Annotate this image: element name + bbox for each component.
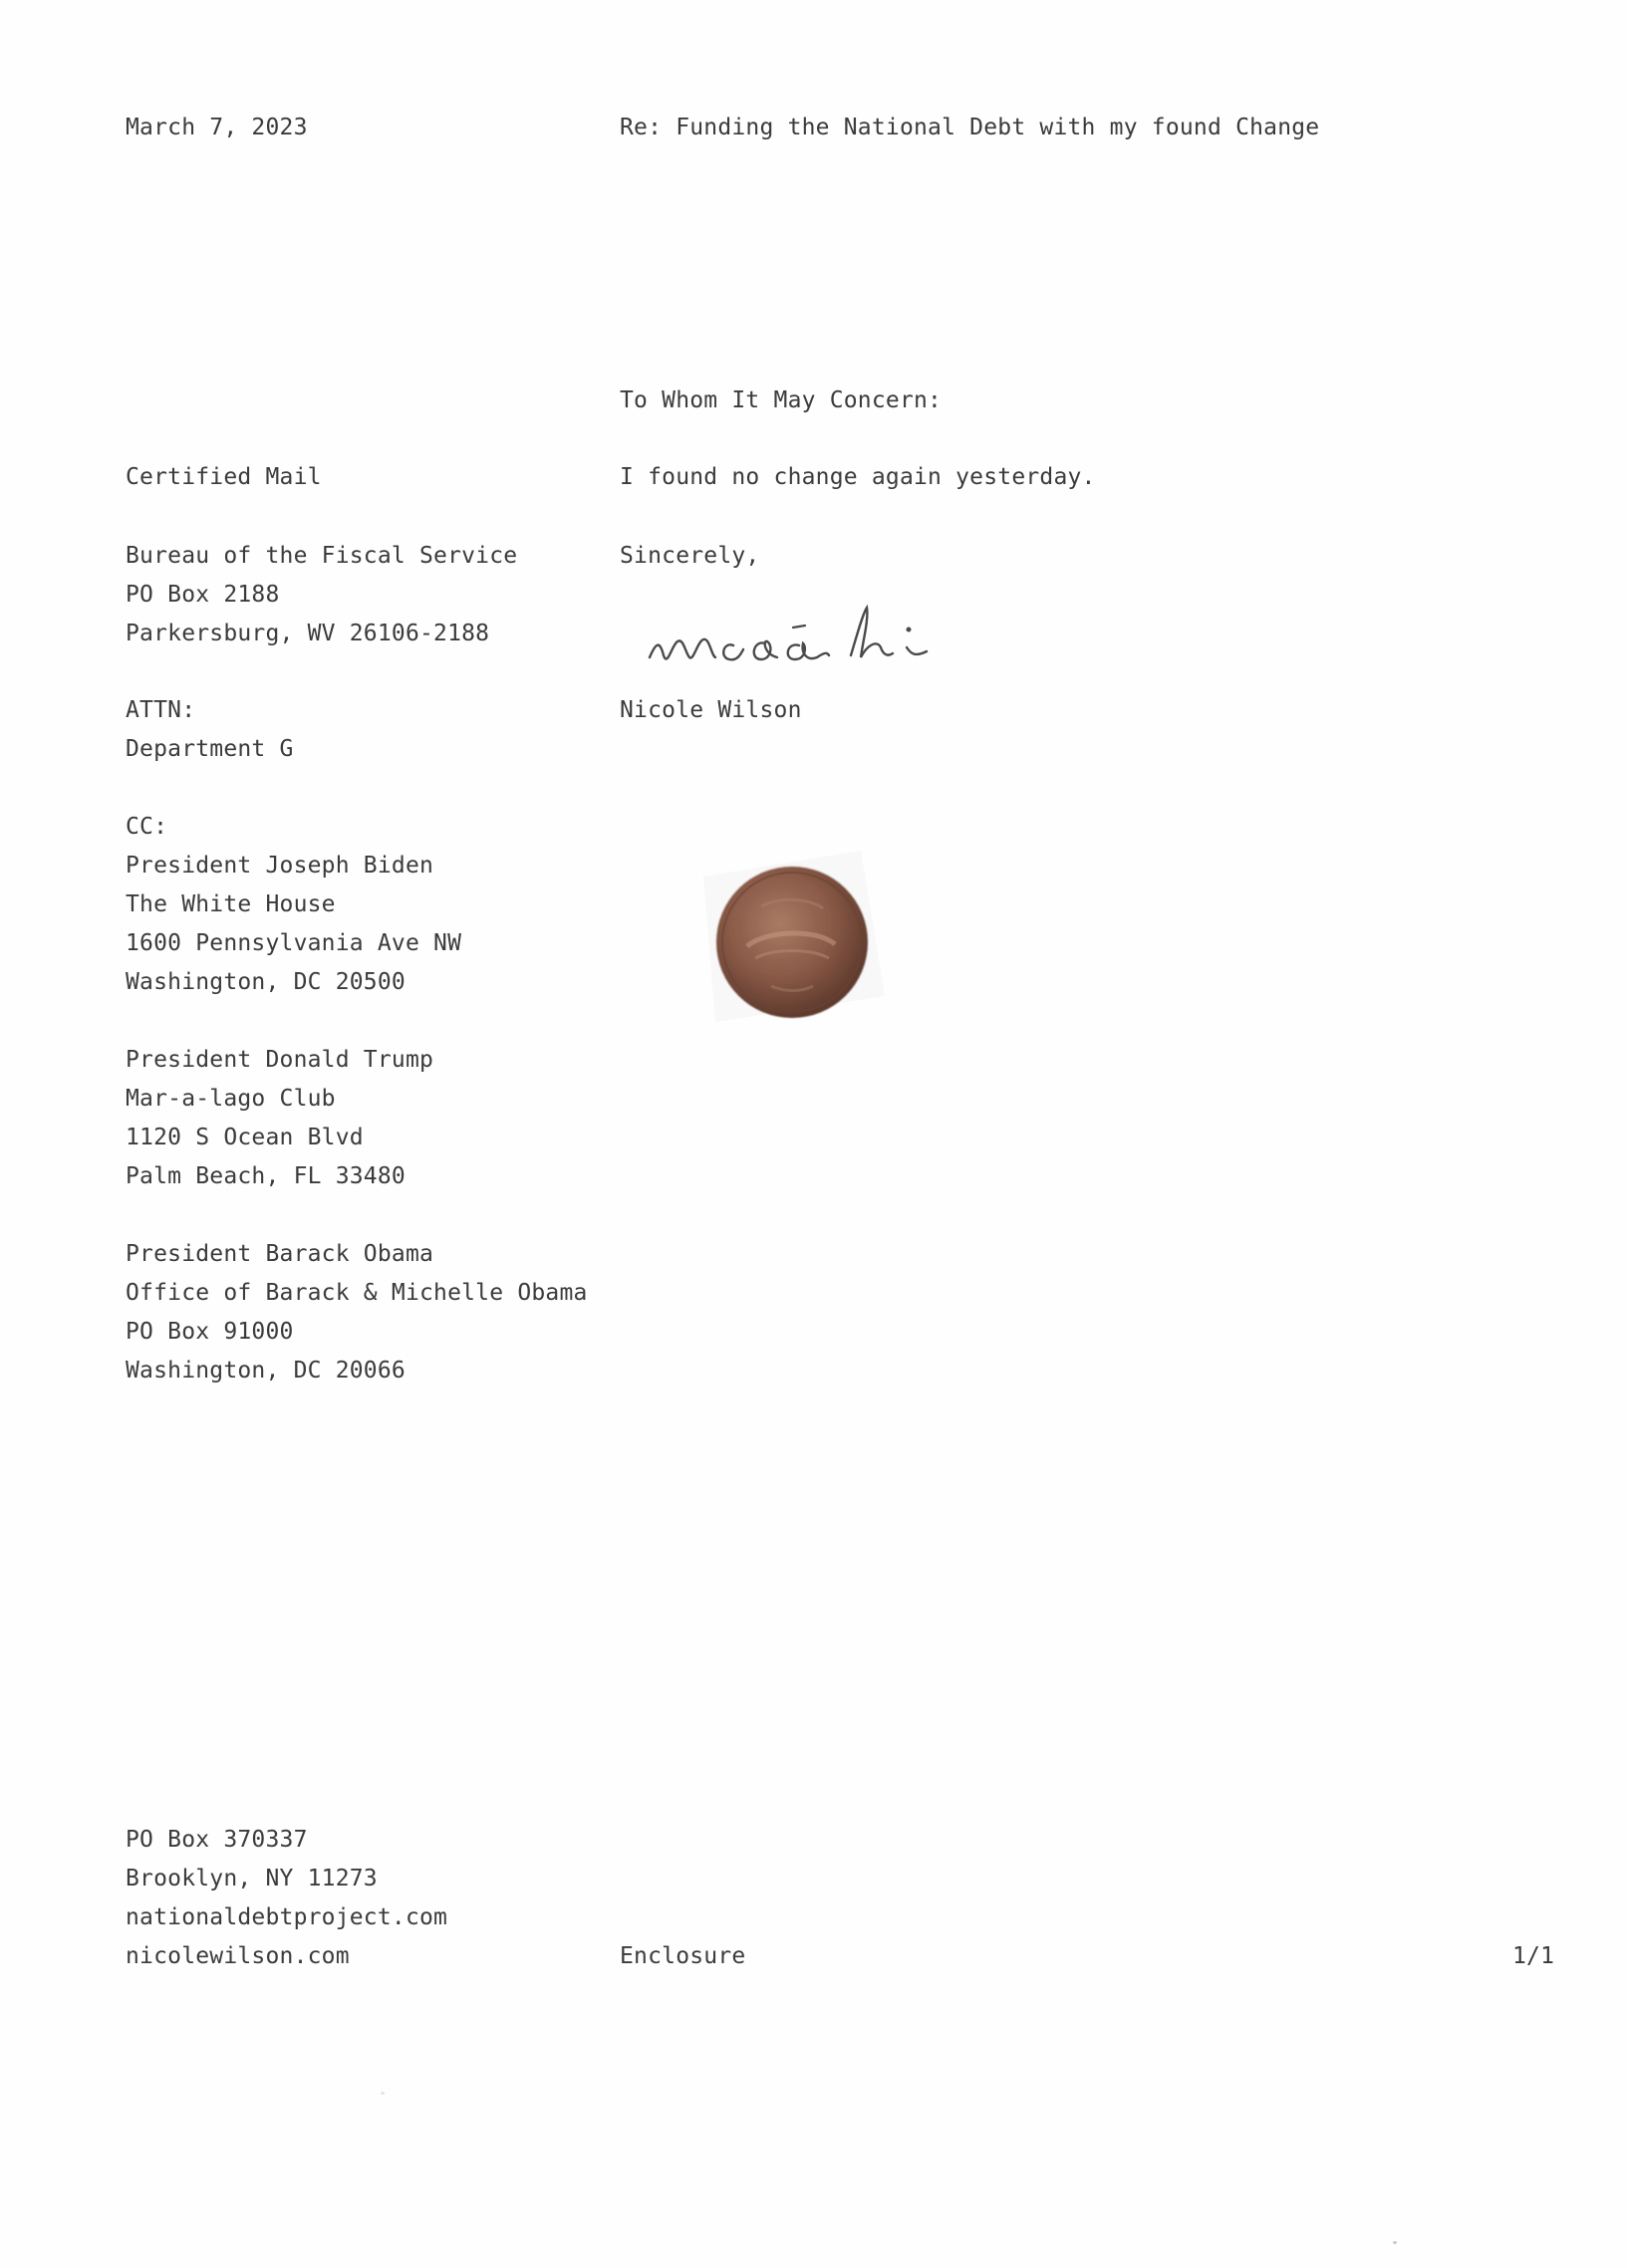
enclosure-label: Enclosure bbox=[620, 1943, 746, 1969]
scan-speck bbox=[1393, 2241, 1397, 2244]
cc-line: President Donald Trump bbox=[126, 1047, 434, 1073]
sender-line: Brooklyn, NY 11273 bbox=[126, 1866, 378, 1891]
cc-line: PO Box 91000 bbox=[126, 1319, 294, 1345]
cc-line: President Barack Obama bbox=[126, 1241, 434, 1267]
cc-line: 1600 Pennsylvania Ave NW bbox=[126, 930, 462, 956]
attn-value: Department G bbox=[126, 736, 294, 762]
page-number: 1/1 bbox=[1512, 1943, 1555, 1969]
sender-website: nicolewilson.com bbox=[126, 1943, 350, 1969]
recipient-line: PO Box 2188 bbox=[126, 582, 280, 608]
cc-label: CC: bbox=[126, 814, 168, 840]
cc-block bbox=[126, 808, 461, 1002]
cc-line: The White House bbox=[126, 891, 336, 917]
letter-date: March 7, 2023 bbox=[126, 115, 308, 140]
handwritten-signature bbox=[638, 596, 966, 675]
attn-block bbox=[126, 691, 294, 769]
closing: Sincerely, bbox=[620, 543, 760, 569]
cc-line: 1120 S Ocean Blvd bbox=[126, 1125, 364, 1150]
cc-line: Washington, DC 20066 bbox=[126, 1358, 406, 1384]
scan-speck bbox=[381, 2092, 385, 2095]
cc-line: Office of Barack & Michelle Obama bbox=[126, 1280, 588, 1306]
attn-label: ATTN: bbox=[126, 697, 196, 723]
recipient-line: Bureau of the Fiscal Service bbox=[126, 543, 518, 569]
delivery-method: Certified Mail bbox=[126, 464, 322, 490]
cc-line: President Joseph Biden bbox=[126, 853, 434, 879]
signer-name: Nicole Wilson bbox=[620, 697, 802, 723]
recipient-line: Parkersburg, WV 26106-2188 bbox=[126, 621, 490, 646]
cc-group bbox=[126, 1041, 433, 1196]
sender-address bbox=[126, 1821, 447, 1976]
salutation: To Whom It May Concern: bbox=[620, 387, 943, 413]
cc-line: Washington, DC 20500 bbox=[126, 969, 406, 995]
coin-image bbox=[685, 847, 895, 1026]
cc-group bbox=[126, 1235, 588, 1390]
cc-line: Mar-a-lago Club bbox=[126, 1086, 336, 1112]
cc-line: Palm Beach, FL 33480 bbox=[126, 1163, 406, 1189]
letter-subject: Re: Funding the National Debt with my found Change bbox=[620, 115, 1320, 140]
sender-website: nationaldebtproject.com bbox=[126, 1904, 448, 1930]
letter-body: I found no change again yesterday. bbox=[620, 464, 1096, 490]
recipient-address bbox=[126, 537, 517, 653]
sender-line: PO Box 370337 bbox=[126, 1827, 308, 1853]
